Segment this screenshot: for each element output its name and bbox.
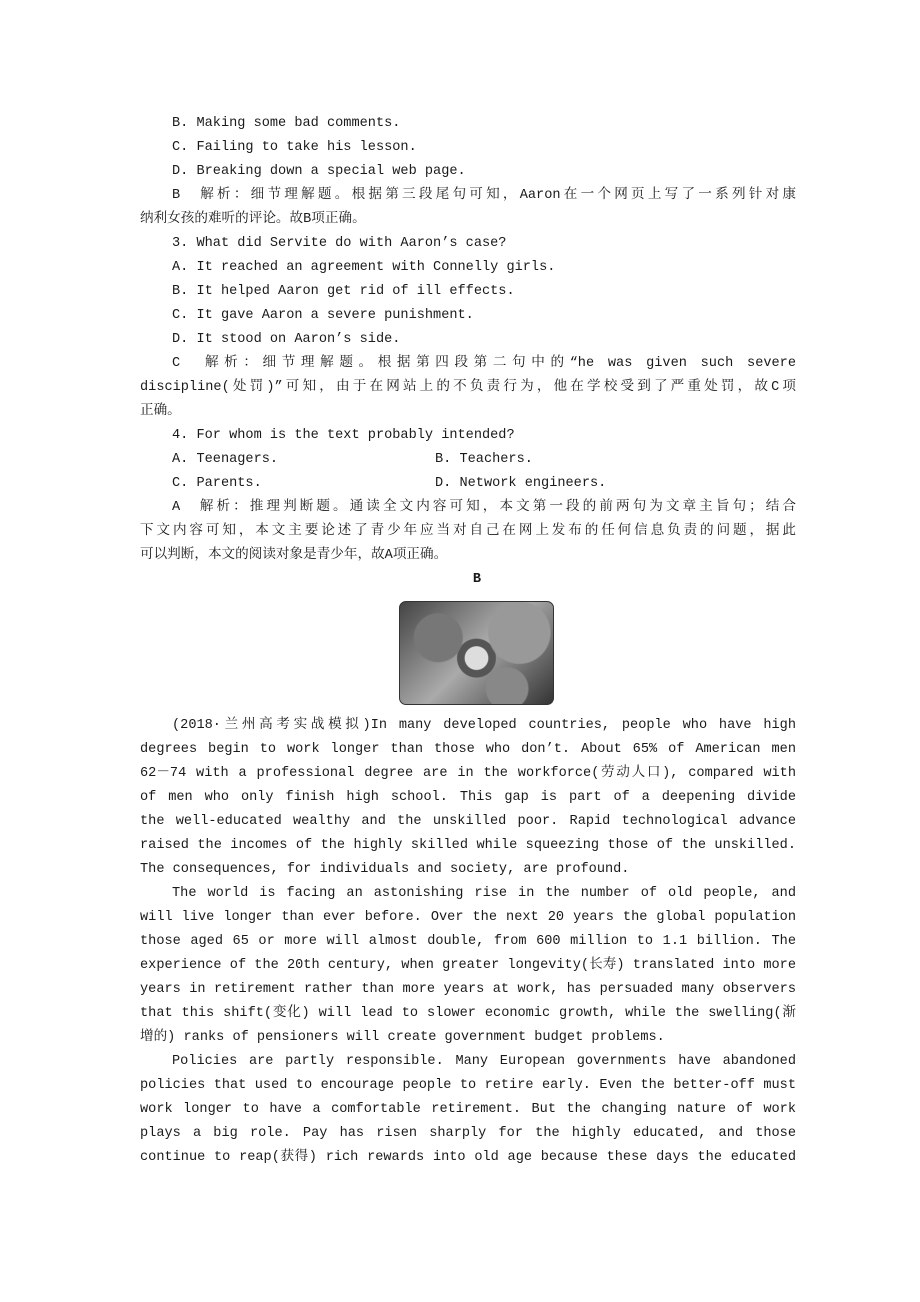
paragraph-line: plays a big role. Pay has risen sharply for the highly educated, and those: [140, 1126, 796, 1141]
q3-option-c: C. It gave Aaron a severe punishment.: [172, 308, 474, 323]
q2-analysis-line: 纳利女孩的难听的评论。故B项正确。: [140, 212, 366, 227]
q2-option-b: B. Making some bad comments.: [172, 116, 401, 131]
paragraph-line: years in retirement rather than more years at work, has persuaded many observers: [140, 982, 796, 997]
paragraph-line: degrees begin to work longer than those who don’t. About 65% of American men: [140, 742, 796, 757]
q3-option-b: B. It helped Aaron get rid of ill effects.: [172, 284, 515, 299]
q2-option-c: C. Failing to take his lesson.: [172, 140, 417, 155]
paragraph-line: 62－74 with a professional degree are in the workforce(劳动人口), compared with: [140, 766, 796, 781]
q4-analysis-line: 下文内容可知，本文主要论述了青少年应当对自己在网上发布的任何信息负责的问题，据此: [140, 524, 796, 539]
paragraph-line: of men who only finish high school. This gap is part of a deepening divide: [140, 790, 796, 805]
paragraph-line: 增的) ranks of pensioners will create government budget problems.: [140, 1030, 665, 1045]
q3-analysis-line: C 解析：细节理解题。根据第四段第二句中的“he was given such severe: [172, 356, 796, 371]
paragraph-line: those aged 65 or more will almost double, from 600 million to 1.1 billion. The: [140, 934, 796, 949]
paragraph-line: that this shift(变化) will lead to slower economic growth, while the swelling(渐: [140, 1006, 796, 1021]
q4-option-d: D. Network engineers.: [435, 476, 607, 491]
q4-option-b: B. Teachers.: [435, 452, 533, 467]
article-photo: [399, 601, 554, 705]
q4-option-a: A. Teenagers.: [172, 452, 279, 467]
section-heading: B: [472, 572, 482, 587]
paragraph-line: the well-educated wealthy and the unskilled poor. Rapid technological advance: [140, 814, 796, 829]
paragraph-line: will live longer than ever before. Over the next 20 years the global population: [140, 910, 796, 925]
paragraph-line: continue to reap(获得) rich rewards into old age because these days the educated: [140, 1150, 796, 1165]
q4-analysis-line: 可以判断，本文的阅读对象是青少年，故A项正确。: [140, 548, 448, 563]
document-page: [140, 112, 796, 1170]
paragraph-line: The world is facing an astonishing rise in the number of old people, and: [172, 886, 796, 901]
q4-option-c: C. Parents.: [172, 476, 262, 491]
q3-option-d: D. It stood on Aaron’s side.: [172, 332, 401, 347]
paragraph-line: (2018·兰州高考实战模拟)In many developed countries, people who have high: [172, 718, 796, 733]
paragraph-line: experience of the 20th century, when greater longevity(长寿) translated into more: [140, 958, 796, 973]
q2-option-d: D. Breaking down a special web page.: [172, 164, 466, 179]
q3-analysis-line: discipline(处罚)”可知，由于在网站上的不负责行为，他在学校受到了严重处罚，故C项: [140, 380, 796, 395]
paragraph-line: policies that used to encourage people to retire early. Even the better-off must: [140, 1078, 796, 1093]
paragraph-line: Policies are partly responsible. Many European governments have abandoned: [172, 1054, 796, 1069]
paragraph-line: The consequences, for individuals and society, are profound.: [140, 862, 630, 877]
q4-analysis-line: A 解析：推理判断题。通读全文内容可知，本文第一段的前两句为文章主旨句；结合: [172, 500, 796, 515]
q2-analysis-line: B 解析：细节理解题。根据第三段尾句可知，Aaron在一个网页上写了一系列针对康: [172, 188, 796, 203]
q3-question: 3. What did Servite do with Aaron’s case?: [172, 236, 507, 251]
q4-question: 4. For whom is the text probably intended?: [172, 428, 515, 443]
q4-options-row: [140, 448, 796, 472]
q4-options-row: [140, 472, 796, 496]
paragraph-line: raised the incomes of the highly skilled while squeezing those of the unskilled.: [140, 838, 796, 853]
paragraph-line: work longer to have a comfortable retirement. But the changing nature of work: [140, 1102, 796, 1117]
q3-analysis-line: 正确。: [140, 404, 181, 419]
q3-option-a: A. It reached an agreement with Connelly girls.: [172, 260, 556, 275]
